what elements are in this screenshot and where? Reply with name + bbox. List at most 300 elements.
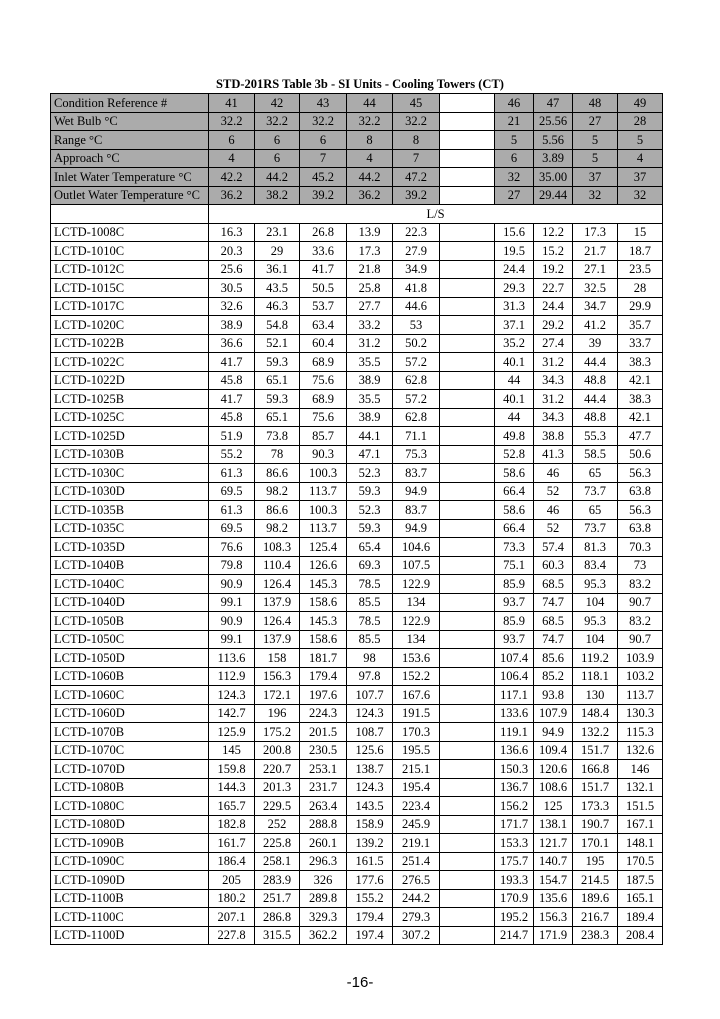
value-cell: 104.6: [393, 538, 440, 557]
value-cell: 104: [573, 593, 618, 612]
value-cell: 13.9: [347, 223, 393, 242]
value-cell: 38.9: [347, 371, 393, 390]
value-cell: 60.4: [300, 334, 347, 353]
value-cell: 137.9: [255, 593, 300, 612]
value-cell: 17.3: [347, 242, 393, 261]
value-cell: 283.9: [255, 871, 300, 890]
value-cell: 33.2: [347, 316, 393, 335]
spacer-cell: [440, 630, 495, 649]
table-row: [51, 667, 663, 686]
spacer-cell: [440, 556, 495, 575]
row-label: LCTD-1090B: [51, 834, 209, 853]
value-cell: 68.9: [300, 390, 347, 409]
value-cell: 51.9: [209, 427, 255, 446]
spacer-cell: [440, 242, 495, 261]
value-cell: 7: [393, 149, 440, 168]
value-cell: 98.2: [255, 519, 300, 538]
row-label: LCTD-1060C: [51, 686, 209, 705]
value-cell: 186.4: [209, 852, 255, 871]
value-cell: 41.7: [209, 390, 255, 409]
table-row: [51, 242, 663, 261]
value-cell: 94.9: [393, 519, 440, 538]
value-cell: 175.7: [495, 852, 534, 871]
table-row: [51, 427, 663, 446]
value-cell: 53.7: [300, 297, 347, 316]
row-label: LCTD-1025B: [51, 390, 209, 409]
value-cell: 227.8: [209, 926, 255, 945]
value-cell: 125.4: [300, 538, 347, 557]
value-cell: 34.3: [534, 371, 573, 390]
value-cell: 29.44: [534, 186, 573, 205]
value-cell: 41: [209, 94, 255, 113]
value-cell: 5: [573, 149, 618, 168]
value-cell: 46.3: [255, 297, 300, 316]
row-label: LCTD-1010C: [51, 242, 209, 261]
value-cell: 33.7: [618, 334, 663, 353]
value-cell: 200.8: [255, 741, 300, 760]
value-cell: 83.4: [573, 556, 618, 575]
value-cell: 143.5: [347, 797, 393, 816]
value-cell: 6: [300, 131, 347, 150]
value-cell: 44.6: [393, 297, 440, 316]
row-label: LCTD-1050B: [51, 612, 209, 631]
value-cell: 29: [255, 242, 300, 261]
value-cell: 98.2: [255, 482, 300, 501]
value-cell: 35.00: [534, 168, 573, 187]
value-cell: 31.2: [534, 353, 573, 372]
table-row: [51, 797, 663, 816]
value-cell: 46: [534, 464, 573, 483]
table-row: [51, 723, 663, 742]
spacer-cell: [440, 612, 495, 631]
value-cell: 85.2: [534, 667, 573, 686]
value-cell: 68.5: [534, 575, 573, 594]
value-cell: 37: [573, 168, 618, 187]
value-cell: 4: [347, 149, 393, 168]
value-cell: 196: [255, 704, 300, 723]
value-cell: 195.5: [393, 741, 440, 760]
value-cell: 27.1: [573, 260, 618, 279]
value-cell: 45: [393, 94, 440, 113]
value-cell: 66.4: [495, 482, 534, 501]
value-cell: 193.3: [495, 871, 534, 890]
value-cell: 244.2: [393, 889, 440, 908]
value-cell: 65: [573, 464, 618, 483]
spacer-cell: [440, 371, 495, 390]
value-cell: 66.4: [495, 519, 534, 538]
value-cell: 207.1: [209, 908, 255, 927]
value-cell: 26.8: [300, 223, 347, 242]
value-cell: 93.7: [495, 593, 534, 612]
table-row: [51, 852, 663, 871]
value-cell: 59.3: [347, 519, 393, 538]
value-cell: 47: [534, 94, 573, 113]
spacer-cell: [440, 260, 495, 279]
spacer-cell: [440, 852, 495, 871]
value-cell: 75.1: [495, 556, 534, 575]
value-cell: 197.6: [300, 686, 347, 705]
value-cell: 171.7: [495, 815, 534, 834]
value-cell: 93.7: [495, 630, 534, 649]
value-cell: 148.4: [573, 704, 618, 723]
table-row: [51, 334, 663, 353]
table-row: [51, 519, 663, 538]
value-cell: 173.3: [573, 797, 618, 816]
value-cell: 43: [300, 94, 347, 113]
value-cell: 122.9: [393, 612, 440, 631]
value-cell: 19.5: [495, 242, 534, 261]
table-row: [51, 926, 663, 945]
value-cell: 44: [495, 371, 534, 390]
value-cell: 100.3: [300, 501, 347, 520]
value-cell: 112.9: [209, 667, 255, 686]
spacer-cell: [440, 649, 495, 668]
value-cell: 86.6: [255, 464, 300, 483]
spacer-cell: [440, 704, 495, 723]
row-label: LCTD-1040D: [51, 593, 209, 612]
value-cell: 46: [495, 94, 534, 113]
value-cell: 40.1: [495, 353, 534, 372]
value-cell: 27: [495, 186, 534, 205]
value-cell: 74.7: [534, 593, 573, 612]
value-cell: 32: [573, 186, 618, 205]
value-cell: 38.8: [534, 427, 573, 446]
value-cell: 159.8: [209, 760, 255, 779]
spacer-cell: [440, 871, 495, 890]
value-cell: 90.7: [618, 593, 663, 612]
value-cell: 113.6: [209, 649, 255, 668]
value-cell: 27.4: [534, 334, 573, 353]
spacer-cell: [440, 297, 495, 316]
spacer-cell: [440, 908, 495, 927]
value-cell: 4: [618, 149, 663, 168]
condition-row: [51, 112, 663, 131]
value-cell: 190.7: [573, 815, 618, 834]
value-cell: 58.5: [573, 445, 618, 464]
value-cell: 85.5: [347, 593, 393, 612]
value-cell: 34.7: [573, 297, 618, 316]
unit-row-blank: [51, 205, 209, 224]
row-label: LCTD-1080D: [51, 815, 209, 834]
row-label: LCTD-1022D: [51, 371, 209, 390]
value-cell: 12.2: [534, 223, 573, 242]
value-cell: 73.7: [573, 519, 618, 538]
value-cell: 108.7: [347, 723, 393, 742]
value-cell: 6: [495, 149, 534, 168]
value-cell: 97.8: [347, 667, 393, 686]
value-cell: 125.6: [347, 741, 393, 760]
value-cell: 68.9: [300, 353, 347, 372]
value-cell: 79.8: [209, 556, 255, 575]
table-row: [51, 889, 663, 908]
value-cell: 15: [618, 223, 663, 242]
value-cell: 201.5: [300, 723, 347, 742]
value-cell: 32.6: [209, 297, 255, 316]
value-cell: 36.2: [209, 186, 255, 205]
value-cell: 65.1: [255, 408, 300, 427]
value-cell: 230.5: [300, 741, 347, 760]
value-cell: 38.3: [618, 390, 663, 409]
spacer-cell: [440, 593, 495, 612]
value-cell: 5: [618, 131, 663, 150]
row-label: LCTD-1050D: [51, 649, 209, 668]
value-cell: 109.4: [534, 741, 573, 760]
row-label: LCTD-1100D: [51, 926, 209, 945]
value-cell: 32.2: [300, 112, 347, 131]
value-cell: 225.8: [255, 834, 300, 853]
value-cell: 146: [618, 760, 663, 779]
value-cell: 148.1: [618, 834, 663, 853]
spacer-cell: [440, 168, 495, 187]
value-cell: 252: [255, 815, 300, 834]
spacer-cell: [440, 538, 495, 557]
value-cell: 260.1: [300, 834, 347, 853]
value-cell: 73.8: [255, 427, 300, 446]
value-cell: 8: [347, 131, 393, 150]
value-cell: 179.4: [347, 908, 393, 927]
value-cell: 121.7: [534, 834, 573, 853]
table-row: [51, 353, 663, 372]
value-cell: 60.3: [534, 556, 573, 575]
value-cell: 71.1: [393, 427, 440, 446]
value-cell: 100.3: [300, 464, 347, 483]
value-cell: 245.9: [393, 815, 440, 834]
value-cell: 44.2: [255, 168, 300, 187]
value-cell: 151.7: [573, 778, 618, 797]
value-cell: 85.9: [495, 575, 534, 594]
value-cell: 158.9: [347, 815, 393, 834]
value-cell: 49.8: [495, 427, 534, 446]
value-cell: 28: [618, 112, 663, 131]
value-cell: 35.2: [495, 334, 534, 353]
value-cell: 32.2: [393, 112, 440, 131]
value-cell: 39: [573, 334, 618, 353]
value-cell: 158.6: [300, 630, 347, 649]
value-cell: 33.6: [300, 242, 347, 261]
value-cell: 126.6: [300, 556, 347, 575]
value-cell: 214.5: [573, 871, 618, 890]
value-cell: 104: [573, 630, 618, 649]
value-cell: 62.8: [393, 408, 440, 427]
value-cell: 48.8: [573, 371, 618, 390]
value-cell: 135.6: [534, 889, 573, 908]
value-cell: 59.3: [347, 482, 393, 501]
value-cell: 119.1: [495, 723, 534, 742]
value-cell: 57.2: [393, 353, 440, 372]
value-cell: 85.7: [300, 427, 347, 446]
value-cell: 52: [534, 482, 573, 501]
value-cell: 41.2: [573, 316, 618, 335]
value-cell: 38.9: [209, 316, 255, 335]
row-label: Outlet Water Temperature °C: [51, 186, 209, 205]
value-cell: 44.4: [573, 353, 618, 372]
value-cell: 21.7: [573, 242, 618, 261]
value-cell: 296.3: [300, 852, 347, 871]
value-cell: 115.3: [618, 723, 663, 742]
row-label: LCTD-1040B: [51, 556, 209, 575]
value-cell: 63.4: [300, 316, 347, 335]
value-cell: 132.6: [618, 741, 663, 760]
value-cell: 86.6: [255, 501, 300, 520]
value-cell: 161.5: [347, 852, 393, 871]
value-cell: 120.6: [534, 760, 573, 779]
value-cell: 68.5: [534, 612, 573, 631]
value-cell: 83.7: [393, 501, 440, 520]
value-cell: 38.3: [618, 353, 663, 372]
value-cell: 85.9: [495, 612, 534, 631]
table-row: [51, 260, 663, 279]
value-cell: 117.1: [495, 686, 534, 705]
value-cell: 205: [209, 871, 255, 890]
value-cell: 65.4: [347, 538, 393, 557]
value-cell: 170.5: [618, 852, 663, 871]
value-cell: 276.5: [393, 871, 440, 890]
value-cell: 219.1: [393, 834, 440, 853]
row-label: LCTD-1050C: [51, 630, 209, 649]
value-cell: 90.9: [209, 575, 255, 594]
unit-label: L/S: [209, 205, 663, 224]
value-cell: 48: [573, 94, 618, 113]
value-cell: 34.3: [534, 408, 573, 427]
value-cell: 39.2: [300, 186, 347, 205]
value-cell: 165.1: [618, 889, 663, 908]
value-cell: 35.5: [347, 353, 393, 372]
value-cell: 140.7: [534, 852, 573, 871]
value-cell: 5: [573, 131, 618, 150]
row-label: LCTD-1030B: [51, 445, 209, 464]
spacer-cell: [440, 723, 495, 742]
value-cell: 263.4: [300, 797, 347, 816]
spacer-cell: [440, 519, 495, 538]
spacer-cell: [440, 186, 495, 205]
value-cell: 38.2: [255, 186, 300, 205]
value-cell: 65: [573, 501, 618, 520]
value-cell: 8: [393, 131, 440, 150]
value-cell: 39.2: [393, 186, 440, 205]
value-cell: 156.2: [495, 797, 534, 816]
value-cell: 58.6: [495, 464, 534, 483]
value-cell: 153.3: [495, 834, 534, 853]
value-cell: 42.2: [209, 168, 255, 187]
row-label: LCTD-1017C: [51, 297, 209, 316]
value-cell: 45.8: [209, 371, 255, 390]
table-row: [51, 815, 663, 834]
row-label: LCTD-1008C: [51, 223, 209, 242]
row-label: LCTD-1025D: [51, 427, 209, 446]
value-cell: 19.2: [534, 260, 573, 279]
spacer-cell: [440, 353, 495, 372]
value-cell: 73.3: [495, 538, 534, 557]
table-row: [51, 371, 663, 390]
value-cell: 49: [618, 94, 663, 113]
spacer-cell: [440, 834, 495, 853]
value-cell: 124.3: [347, 704, 393, 723]
value-cell: 36.6: [209, 334, 255, 353]
value-cell: 90.7: [618, 630, 663, 649]
value-cell: 29.3: [495, 279, 534, 298]
table-row: [51, 297, 663, 316]
value-cell: 61.3: [209, 501, 255, 520]
value-cell: 94.9: [393, 482, 440, 501]
value-cell: 216.7: [573, 908, 618, 927]
value-cell: 154.7: [534, 871, 573, 890]
row-label: LCTD-1012C: [51, 260, 209, 279]
value-cell: 57.2: [393, 390, 440, 409]
value-cell: 61.3: [209, 464, 255, 483]
spacer-cell: [440, 390, 495, 409]
row-label: LCTD-1080C: [51, 797, 209, 816]
value-cell: 125.9: [209, 723, 255, 742]
spacer-cell: [440, 482, 495, 501]
page-number: -16-: [346, 974, 374, 991]
row-label: Condition Reference #: [51, 94, 209, 113]
value-cell: 153.6: [393, 649, 440, 668]
value-cell: 57.4: [534, 538, 573, 557]
table-row: [51, 501, 663, 520]
value-cell: 7: [300, 149, 347, 168]
table-row: [51, 316, 663, 335]
spacer-cell: [440, 575, 495, 594]
table-row: [51, 834, 663, 853]
row-label: LCTD-1100C: [51, 908, 209, 927]
value-cell: 16.3: [209, 223, 255, 242]
value-cell: 107.9: [534, 704, 573, 723]
value-cell: 52.1: [255, 334, 300, 353]
value-cell: 32.2: [255, 112, 300, 131]
spacer-cell: [440, 408, 495, 427]
value-cell: 151.7: [573, 741, 618, 760]
value-cell: 107.5: [393, 556, 440, 575]
value-cell: 75.6: [300, 371, 347, 390]
value-cell: 31.2: [347, 334, 393, 353]
row-label: LCTD-1090D: [51, 871, 209, 890]
value-cell: 69.5: [209, 482, 255, 501]
value-cell: 78.5: [347, 575, 393, 594]
value-cell: 25.56: [534, 112, 573, 131]
table-body: [51, 94, 663, 945]
value-cell: 126.4: [255, 575, 300, 594]
spacer-cell: [440, 427, 495, 446]
value-cell: 215.1: [393, 760, 440, 779]
value-cell: 103.9: [618, 649, 663, 668]
value-cell: 32.2: [209, 112, 255, 131]
value-cell: 197.4: [347, 926, 393, 945]
value-cell: 25.6: [209, 260, 255, 279]
table-row: [51, 649, 663, 668]
value-cell: 73.7: [573, 482, 618, 501]
value-cell: 195: [573, 852, 618, 871]
value-cell: 251.4: [393, 852, 440, 871]
value-cell: 145.3: [300, 612, 347, 631]
condition-row: [51, 94, 663, 113]
value-cell: 220.7: [255, 760, 300, 779]
value-cell: 44.1: [347, 427, 393, 446]
value-cell: 155.2: [347, 889, 393, 908]
value-cell: 5.56: [534, 131, 573, 150]
value-cell: 182.8: [209, 815, 255, 834]
value-cell: 52.8: [495, 445, 534, 464]
value-cell: 132.1: [618, 778, 663, 797]
spacer-cell: [440, 926, 495, 945]
value-cell: 47.2: [393, 168, 440, 187]
value-cell: 158: [255, 649, 300, 668]
value-cell: 41.3: [534, 445, 573, 464]
value-cell: 95.3: [573, 612, 618, 631]
spacer-cell: [440, 464, 495, 483]
value-cell: 142.7: [209, 704, 255, 723]
value-cell: 76.6: [209, 538, 255, 557]
value-cell: 21.8: [347, 260, 393, 279]
